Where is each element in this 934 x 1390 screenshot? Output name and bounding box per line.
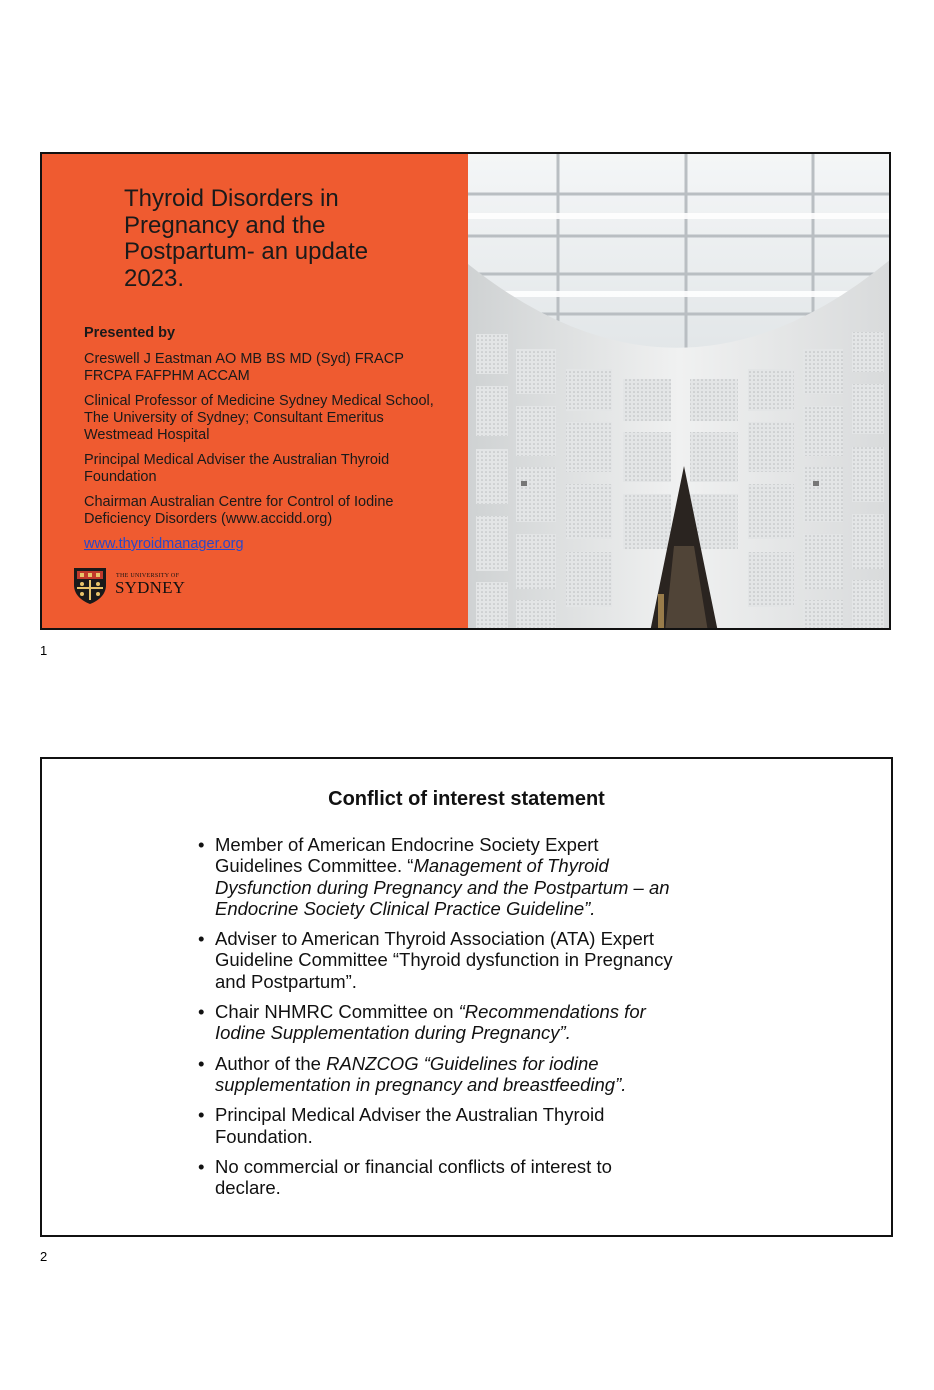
list-item bbox=[198, 1001, 678, 1044]
title-slide-left-panel bbox=[42, 154, 468, 628]
page-number: 2 bbox=[40, 1249, 48, 1264]
conflict-of-interest-slide bbox=[40, 757, 893, 1237]
title-line: Thyroid Disorders in bbox=[124, 185, 339, 212]
title-line: Pregnancy and the bbox=[124, 211, 326, 239]
crest-icon bbox=[72, 565, 108, 605]
bullet-italic-text: Management of Thyroid Dysfunction during Pregnancy and the Postpartum – an Endocrine Society Clinical Practice Guideline”. bbox=[215, 855, 670, 919]
bullet-text: Chair NHMRC Committee on bbox=[215, 1001, 459, 1023]
logo-big-text: SYDNEY bbox=[115, 578, 186, 597]
title-line: 2023. bbox=[124, 264, 185, 292]
title-line: Postpartum- an update bbox=[124, 238, 369, 265]
bullet-icon: • bbox=[198, 1052, 205, 1074]
ceiling-architecture-image bbox=[468, 154, 891, 630]
affiliation-accidd: Chairman Australian Centre for Control of Iodine Deficiency Disorders (www.accidd.org) bbox=[84, 494, 394, 527]
page-number: 1 bbox=[40, 643, 48, 658]
website-link[interactable]: www.thyroidmanager.org bbox=[84, 536, 244, 552]
list-item bbox=[198, 1104, 678, 1147]
presenter-name: Creswell J Eastman AO MB BS MD (Syd) FRACP FRCPA FAFPHM ACCAM bbox=[84, 351, 404, 384]
presenter-info bbox=[84, 325, 454, 561]
bullet-icon: • bbox=[198, 1104, 205, 1126]
list-item bbox=[198, 928, 678, 992]
university-of-sydney-logo bbox=[72, 565, 192, 605]
bullet-text: Member of American Endocrine Society Expert Guidelines Committee. “ bbox=[215, 834, 599, 877]
bullet-text: No commercial or financial conflicts of interest to declare. bbox=[215, 1155, 612, 1199]
presentation-title bbox=[124, 186, 424, 292]
bullet-italic-text: “Recommendations for Iodine Supplementation during Pregnancy”. bbox=[215, 1001, 646, 1044]
bullet-icon: • bbox=[198, 1155, 205, 1177]
list-item bbox=[198, 1156, 678, 1199]
bullet-icon: • bbox=[198, 1001, 205, 1023]
list-item bbox=[198, 1053, 678, 1096]
affiliation-university: Clinical Professor of Medicine Sydney Medical School, The University of Sydney; Consultant Emeritus Westmead Hospital bbox=[84, 393, 434, 443]
conflict-bullet-list bbox=[198, 834, 678, 1207]
bullet-italic-text: RANZCOG “Guidelines for iodine supplementation in pregnancy and breastfeeding”. bbox=[215, 1052, 627, 1095]
bullet-icon: • bbox=[198, 928, 205, 950]
architecture-photo bbox=[468, 154, 891, 628]
bullet-text: Principal Medical Adviser the Australian Thyroid Foundation. bbox=[215, 1104, 605, 1147]
title-slide bbox=[40, 152, 891, 630]
slide-title: Conflict of interest statement bbox=[328, 788, 605, 810]
bullet-text: Author of the bbox=[215, 1052, 327, 1074]
presented-by-label: Presented by bbox=[84, 325, 176, 341]
logo-small-text: THE UNIVERSITY OF bbox=[116, 573, 180, 579]
bullet-text: Adviser to American Thyroid Association (ATA) Expert Guideline Committee “Thyroid dysfunction in Pregnancy and Postpartum”. bbox=[215, 928, 673, 992]
list-item bbox=[198, 834, 678, 919]
bullet-icon: • bbox=[198, 834, 205, 855]
affiliation-thyroid-foundation: Principal Medical Adviser the Australian Thyroid Foundation bbox=[84, 452, 390, 485]
